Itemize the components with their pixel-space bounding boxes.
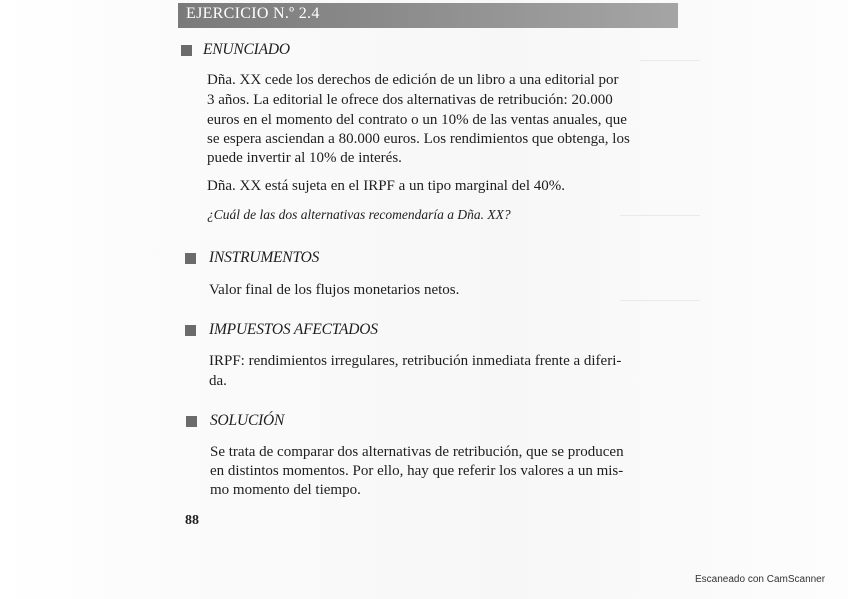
instrumentos-text: Valor final de los flujos monetarios netos. <box>209 282 460 298</box>
enunciado-tax-rate-line: Dña. XX está sujeta en el IRPF a un tipo marginal del 40%. <box>207 178 565 194</box>
scanner-watermark: Escaneado con CamScanner <box>695 574 826 585</box>
enunciado-line: se espera asciendan a 80.000 euros. Los rendimientos que obtenga, los <box>207 131 630 147</box>
bleed-through-line <box>620 215 700 216</box>
exercise-title: EJERCICIO N.º 2.4 <box>186 5 320 22</box>
section-heading-enunciado: ENUNCIADO <box>203 41 290 58</box>
enunciado-line: Dña. XX cede los derechos de edición de un libro a una editorial por <box>207 72 619 88</box>
enunciado-line: puede invertir al 10% de interés. <box>207 150 402 166</box>
section-heading-solucion: SOLUCIÓN <box>210 412 285 429</box>
section-square-icon <box>186 416 197 427</box>
section-square-icon <box>185 253 196 264</box>
page-number: 88 <box>185 513 199 528</box>
impuestos-line: da. <box>209 373 227 389</box>
enunciado-line: 3 años. La editorial le ofrece dos alternativas de retribución: 20.000 <box>207 92 613 108</box>
bleed-through-line <box>620 300 700 301</box>
exercise-header-bar <box>178 3 678 28</box>
impuestos-line: IRPF: rendimientos irregulares, retribución inmediata frente a diferi- <box>209 353 622 369</box>
solucion-line: en distintos momentos. Por ello, hay que referir los valores a un mis- <box>210 463 624 479</box>
section-square-icon <box>181 45 192 56</box>
section-square-icon <box>185 325 196 336</box>
section-heading-impuestos: IMPUESTOS AFECTADOS <box>209 321 378 338</box>
solucion-line: mo momento del tiempo. <box>210 482 361 498</box>
enunciado-question: ¿Cuál de las dos alternativas recomendaría a Dña. XX? <box>207 207 511 222</box>
solucion-line: Se trata de comparar dos alternativas de retribución, que se producen <box>210 444 624 460</box>
bleed-through-line <box>640 60 700 61</box>
enunciado-line: euros en el momento del contrato o un 10% de las ventas anuales, que <box>207 112 627 128</box>
section-heading-instrumentos: INSTRUMENTOS <box>209 249 320 266</box>
